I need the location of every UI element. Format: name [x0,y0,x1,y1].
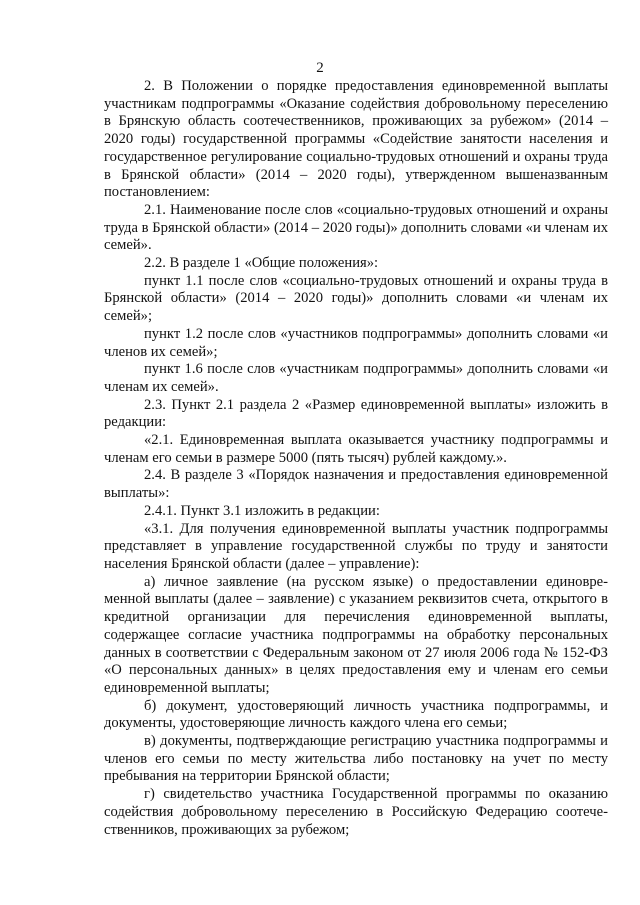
paragraph-2-4-1: 2.4.1. Пункт 3.1 изложить в редакции: [144,502,380,519]
paragraph-clause-1-6: пункт 1.6 после слов «участникам подпрограммы» дополнить словами «и членам их семей». [104,361,608,395]
paragraph-new-2-1: «2.1. Единовременная выплата оказывается участнику подпрограммы и членам его семьи в размере 5000 (пять тысяч) рублей каждому.». [104,432,608,466]
paragraph-2-4: 2.4. В разделе 3 «Порядок назначения и предоставления единовременной выплаты»: [104,467,608,502]
paragraph-2: 2. В Положении о порядке предоставления единовременной выплаты участникам подпрограммы «Оказание содействия добровольному переселению в Брянскую область соотечественников, проживающих за рубежом» (2014 – 2020 годы) государственной программы «Содействие занятости населения и государственное регулирование социально-трудовых отношений и охраны труда в Брянской области» (2014 – 2020 годы), утвержденном вышеназванным постановлением: [104,78,608,201]
paragraph-clause-1-1: пункт 1.1 после слов «социально-трудовых отношений и охраны труда в Брянской области» (2014 – 2020 годы)» дополнить словами «и членам их семей»; [104,272,608,325]
document-body [104,78,608,839]
list-item-a: а) личное заявление (на русском языке) о предоставлении единовременной выплаты (далее – заявление) с указанием реквизитов счета, открытого в кредитной организации для перечисления единовременной выплаты, содержащее согласие участника подпрограммы на обработку персональных данных в соответствии с Федеральным законом от 27 июля 2006 года № 152-ФЗ «О персональных данных» в целях предоставления ему и членам его семьи единовременной выплаты; [104,573,608,696]
list-item-b: б) документ, удостоверяющий личность участника подпрограммы, и документы, удостоверяющие личность каждого члена его семьи; [104,697,608,732]
page-number: 2 [316,60,324,76]
paragraph-clause-1-2: пункт 1.2 после слов «участников подпрограммы» дополнить словами «и членов их семей»; [104,325,608,360]
list-item-v: в) документы, подтверждающие регистрацию участника подпрограммы и членов его семьи по месту жительства либо постановку на учет по месту пребывания на территории Брянской области; [104,733,608,785]
paragraph-2-1: 2.1. Наименование после слов «социально-трудовых отношений и охраны труда в Брянской области» (2014 – 2020 годы)» дополнить словами «и членам их семей». [104,201,608,254]
paragraph-2-3: 2.3. Пункт 2.1 раздела 2 «Размер единовременной выплаты» изложить в редакции: [104,396,608,431]
list-item-g: г) свидетельство участника Государственной программы по оказанию содействия добровольному переселению в Российскую Федерацию соотечественников, проживающих за рубежом; [104,786,608,838]
paragraph-new-3-1: «3.1. Для получения единовременной выплаты участник подпрограммы представляет в управление государственной службы по труду и занятости населения Брянской области (далее – управление): [104,520,608,572]
paragraph-2-2: 2.2. В разделе 1 «Общие положения»: [144,255,379,272]
